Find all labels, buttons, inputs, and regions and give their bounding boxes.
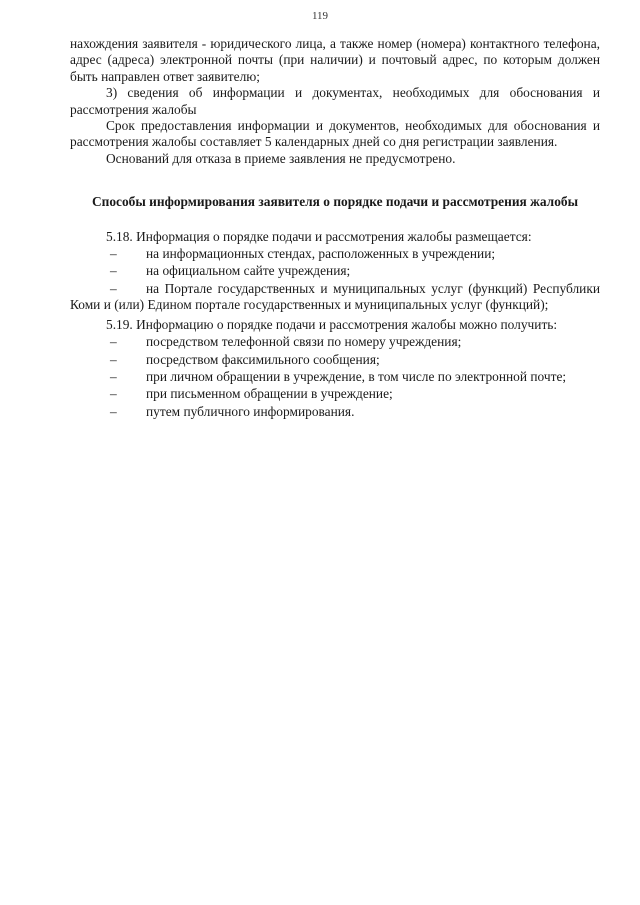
paragraph-no-refusal: Оснований для отказа в приеме заявления не предусмотрено. (106, 150, 456, 166)
paragraph-deadline: Срок предоставления информации и документов, необходимых для обоснования и рассмотрения жалобы составляет 5 календарных дней со дня регистрации заявления. (70, 118, 600, 150)
clause-5-19-intro: 5.19. Информацию о порядке подачи и рассмотрения жалобы можно получить: (106, 316, 558, 332)
list-item-text: при письменном обращении в учреждение; (146, 386, 393, 402)
list-item-text: посредством факсимильного сообщения; (146, 351, 380, 367)
paragraph-applicant-contacts: нахождения заявителя - юридического лица, а также номер (номера) контактного телефона, адрес (адреса) электронной почты (при наличии) и почтовый адрес, по которым должен быть направлен ответ заявителю; (70, 36, 600, 84)
list-item (70, 246, 600, 262)
list-item-text: на Портале государственных и муниципальных услуг (функций) Республики Коми и (или) Едином портале государственных и муниципальных услуг (функций); (70, 280, 600, 313)
dash-marker: – (110, 351, 117, 367)
dash-marker: – (110, 246, 117, 262)
list-item (70, 334, 600, 350)
dash-marker: – (110, 280, 117, 296)
dash-marker: – (110, 263, 117, 279)
document-body (70, 36, 600, 420)
section-heading: Способы информирования заявителя о порядке подачи и рассмотрения жалобы (91, 194, 579, 210)
clause-5-18-intro: 5.18. Информация о порядке подачи и рассмотрения жалобы размещается: (106, 228, 532, 244)
list-item (70, 281, 600, 314)
list-item (70, 404, 600, 420)
list-item (70, 386, 600, 402)
dash-marker: – (110, 403, 117, 419)
list-item-text: на информационных стендах, расположенных в учреждении; (146, 246, 496, 262)
list-item-text: при личном обращении в учреждение, в том числе по электронной почте; (146, 368, 567, 384)
list-item (70, 352, 600, 368)
list-item-text: путем публичного информирования. (146, 403, 355, 419)
dash-marker: – (110, 334, 117, 350)
page-number: 119 (311, 10, 329, 22)
paragraph-info-docs: 3) сведения об информации и документах, необходимых для обоснования и рассмотрения жалобы (70, 85, 600, 117)
dash-marker: – (110, 386, 117, 402)
list-item-text: посредством телефонной связи по номеру учреждения; (146, 334, 462, 350)
dash-marker: – (110, 368, 117, 384)
list-item (70, 263, 600, 279)
list-item-text: на официальном сайте учреждения; (146, 263, 351, 279)
list-item (70, 369, 600, 385)
